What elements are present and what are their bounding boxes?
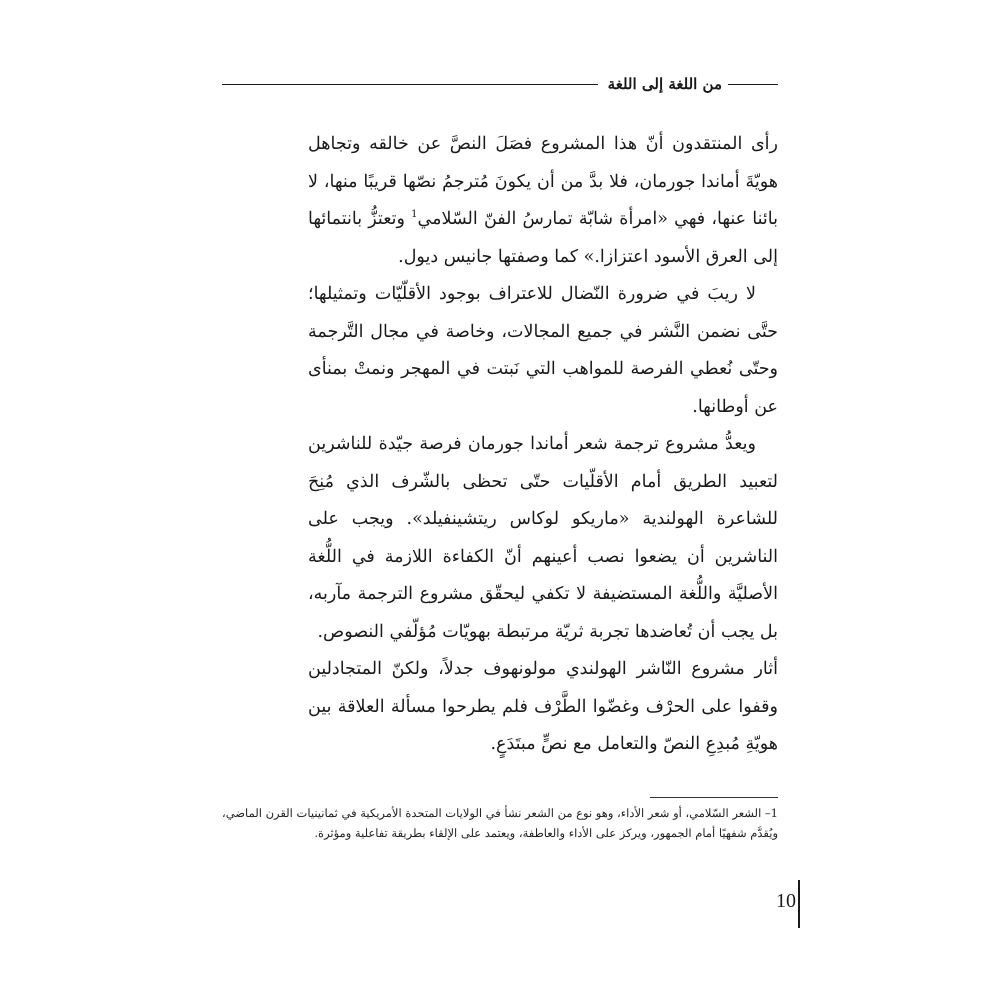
paragraph-4: أثار مشروع النّاشر الهولندي مولونهوف جدلاً، ولكنّ المتجادلين وقفوا على الحرْف وغضّوا الطَّرْف فلم يطرحوا مسألة العلاقة بين هويّةِ مُبدِعِ النصّ والتعامل مع نصٍّ مبتَدَعٍ.: [308, 659, 778, 754]
page-number-rule: [798, 880, 800, 928]
paragraph-3: ويعدُّ مشروع ترجمة شعر أماندا جورمان فرصة جيّدة للناشرين لتعبيد الطريق أمام الأقلّيات حتّى تحظى بالشّرف الذي مُنِحَ للشاعرة الهولندية «ماريكو لوكاس ريتشينفيلد». ويجب على الناشرين أن يضعوا نصب أعينهم أنّ الكفاءة اللازمة في اللُّغة الأصليَّة واللُّغة المستضيفة لا تكفي ليحقّق مشروع الترجمة مآربه، بل يجب أن تُعاضدها تجربة ثريّة مرتبطة بهويّات مُؤلّفي النصوص.: [308, 434, 778, 642]
running-header-title: من اللغة إلى اللغة: [607, 75, 722, 93]
paragraph-1: [308, 126, 778, 276]
footnote-reference: 1: [411, 209, 418, 221]
header-rule-long: [222, 84, 598, 85]
paragraph-2: لا ريبَ في ضرورة النّضال للاعتراف بوجود الأقلّيّات وتمثيلها؛ حتَّى نضمن النَّشر في جميع المجالات، وخاصة في مجال التَّرجمة وحتّى نُعطي الفرصة للمواهب التي نَبتت في المهجر ونمتْ بمنأى عن أوطانها.: [308, 284, 778, 417]
paragraph-1-text-before: رأى المنتقدون أنّ هذا المشروع فصَلَ النصَّ عن خالقه وتجاهل هويّةَ أماندا جورمان، فلا بدَّ من أن يكونَ مُترجمُ نصّها قريبًا منها، لا بائنا عنها، فهي «امرأة شابّة تمارسُ الفنّ السّلامي: [308, 134, 778, 229]
page-number: 10: [776, 890, 796, 912]
footnote: 1– الشعر السّلامي، أو شعر الأداء، وهو نوع من الشعر نشأ في الولايات المتحدة الأمريكية في ثمانينيات القرن الماضي، ويُقدَّم شفهيًا أمام الجمهور، ويركز على الأداء والعاطفة، ويعتمد على الإلقاء بطريقة تفاعلية ومؤثرة.: [222, 806, 778, 840]
footnote-separator: [650, 797, 778, 798]
running-header: [222, 72, 778, 96]
body-text: [308, 126, 778, 764]
header-rule-short: [728, 84, 778, 85]
paragraph-1-text-after: وتعتزُّ بانتمائها إلى العرق الأسود اعتزازا.» كما وصفتها جانيس ديول.: [308, 209, 778, 267]
